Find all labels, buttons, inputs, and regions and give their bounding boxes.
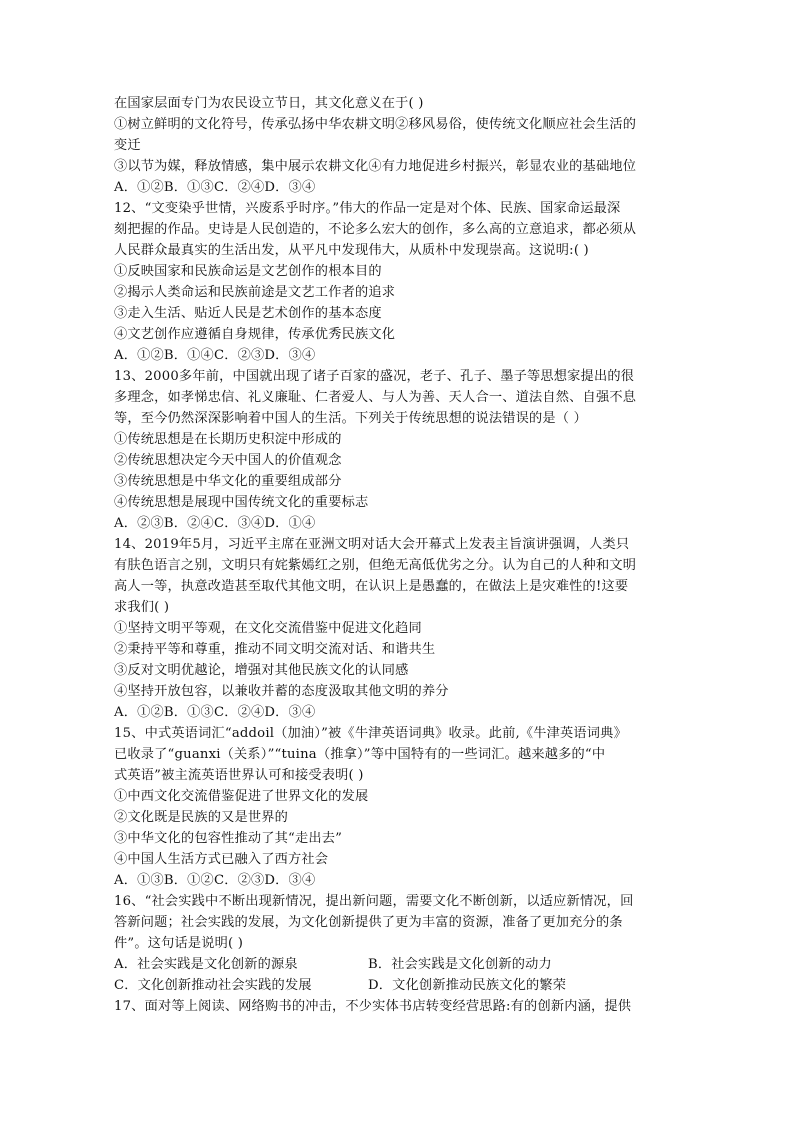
text-line: 13、2000多年前，中国就出现了诸子百家的盛况，老子、孔子、墨子等思想家提出的很 — [114, 369, 635, 384]
text-line: ①传统思想是在长期历史积淀中形成的 — [114, 432, 342, 447]
text-line: ②秉持平等和尊重，推动不同文明交流对话、和谐共生 — [114, 642, 436, 657]
text-line: ①坚持文明平等观，在文化交流借鉴中促进文化趋同 — [114, 621, 422, 636]
text-line: 已收录了“guanxi（关系）”“tuina（推拿）”等中国特有的一些词汇。越来越多的“中 — [114, 747, 606, 762]
text-line: 高人一等，执意改造甚至取代其他文明，在认识上是愚蠢的，在做法上是灾难性的!这要 — [114, 579, 629, 594]
text-line: ②传统思想决定今天中国人的价值观念 — [114, 453, 342, 468]
text-line: 15、中式英语词汇“addoil（加油）”被《牛津英语词典》收录。此前,《牛津英语词典》 — [114, 726, 627, 741]
text-line: ②揭示人类命运和民族前途是文艺工作者的追求 — [114, 285, 396, 300]
text-line: ①树立鲜明的文化符号，传承弘扬中华农耕文明②移风易俗，使传统文化顺应社会生活的 — [114, 117, 637, 132]
q16-option-a: A．社会实践是文化创新的源泉 — [114, 957, 298, 972]
text-line: ③以节为媒，释放情感，集中展示农耕文化④有力地促进乡村振兴，彰显农业的基础地位 — [114, 159, 637, 174]
text-line: 求我们( ) — [114, 600, 170, 615]
text-line: 变迁 — [114, 138, 141, 153]
text-line: ①反映国家和民族命运是文艺创作的根本目的 — [114, 264, 382, 279]
text-line: 刻把握的作品。史诗是人民创造的，不论多么宏大的创作，多么高的立意追求，都必须从 — [114, 222, 637, 237]
text-line: A．①②B．①④C．②③D．③④ — [114, 348, 316, 363]
text-line: ③反对文明优越论，增强对其他民族文化的认同感 — [114, 663, 409, 678]
text-line: 有肤色语言之别，文明只有姹紫嫣红之别，但绝无高低优劣之分。认为自己的人种和文明 — [114, 558, 637, 573]
text-line: ③中华文化的包容性推动了其“走出去” — [114, 831, 343, 846]
text-line: A．②③B．②④C．③④D．①④ — [114, 516, 316, 531]
q16-option-b: B．社会实践是文化创新的动力 — [368, 957, 552, 972]
text-line: 人民群众最真实的生活出发，从平凡中发现伟大，从质朴中发现崇高。这说明:( ) — [114, 243, 589, 258]
text-line: 多理念，如孝悌忠信、礼义廉耻、仁者爱人、与人为善、天人合一、道法自然、自强不息 — [114, 390, 637, 405]
text-line: ②文化既是民族的又是世界的 — [114, 810, 289, 825]
q16-options-row-1 — [114, 954, 686, 975]
text-line: 在国家层面专门为农民设立节日，其文化意义在于( ) — [114, 96, 424, 111]
q16-option-d: D．文化创新推动民族文化的繁荣 — [368, 978, 567, 993]
text-line: A．①③B．①②C．②③D．③④ — [114, 873, 316, 888]
text-line: 式英语”被主流英语世界认可和接受表明( ) — [114, 768, 364, 783]
text-line: ④文艺创作应遵循自身规律，传承优秀民族文化 — [114, 327, 396, 342]
text-line: 16、“社会实践中不断出现新情况，提出新问题，需要文化不断创新，以适应新情况，回 — [114, 894, 634, 909]
text-line: 答新问题；社会实践的发展，为文化创新提供了更为丰富的资源，准备了更加充分的条 — [114, 915, 623, 930]
text-line: 14、2019年5月，习近平主席在亚洲文明对话大会开幕式上发表主旨演讲强调，人类只 — [114, 537, 630, 552]
text-line: 12、“文变染乎世情，兴废系乎时序。”伟大的作品一定是对个体、民族、国家命运最深 — [114, 201, 621, 216]
q16-option-c: C．文化创新推动社会实践的发展 — [114, 978, 312, 993]
question-lines — [114, 93, 686, 954]
q16-options-row-2 — [114, 975, 686, 996]
text-line: 等，至今仍然深深影响着中国人的生活。下列关于传统思想的说法错误的是（ ） — [114, 411, 587, 426]
text-line: ④中国人生活方式已融入了西方社会 — [114, 852, 329, 867]
text-line: A．①②B．①③C．②④D．③④ — [114, 180, 316, 195]
text-line: ④传统思想是展现中国传统文化的重要标志 — [114, 495, 369, 510]
document-body — [114, 93, 686, 1017]
text-line: ①中西文化交流借鉴促进了世界文化的发展 — [114, 789, 369, 804]
text-line: ④坚持开放包容，以兼收并蓄的态度汲取其他文明的养分 — [114, 684, 449, 699]
q17-stem-line: 17、面对等上阅读、网络购书的冲击，不少实体书店转变经营思路:有的创新内涵，提供 — [114, 999, 632, 1014]
text-line: ③传统思想是中华文化的重要组成部分 — [114, 474, 342, 489]
text-line: A．①②B．①③C．②④D．③④ — [114, 705, 316, 720]
text-line: ③走入生活、贴近人民是艺术创作的基本态度 — [114, 306, 382, 321]
text-line: 件”。这句话是说明( ) — [114, 936, 244, 951]
